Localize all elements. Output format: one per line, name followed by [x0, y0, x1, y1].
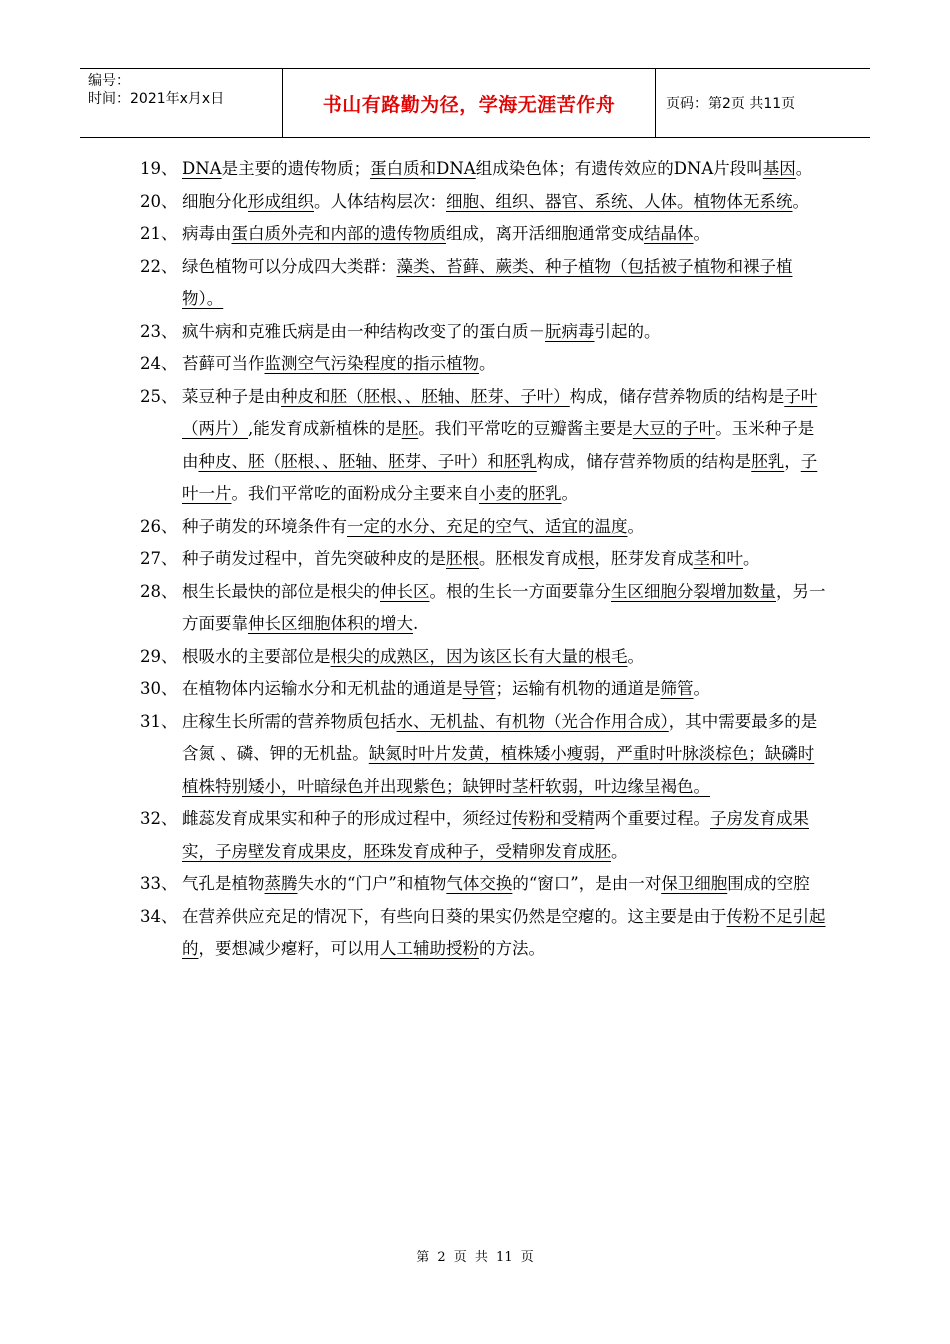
answer-text: 基因	[762, 159, 796, 178]
item-text: ；运输有机物的通道是	[495, 679, 661, 698]
item-text: 。胚根发育成	[479, 549, 578, 568]
item-number: 32、	[140, 809, 178, 828]
item-number: 23、	[140, 321, 178, 341]
header-motto: 书山有路勤为径，学海无涯苦作舟	[283, 69, 656, 137]
answer-text: DNA	[182, 159, 222, 178]
item-text: 。人体结构层次：	[314, 191, 446, 211]
item-text: ，其中需要最多的是含氮 、磷、钾的无机盐。	[182, 711, 818, 763]
item-number: 25、	[140, 386, 178, 406]
item-text: 构成，储存营养物质的结构是	[536, 451, 752, 471]
answer-text: 筛管	[660, 679, 694, 698]
list-item	[140, 251, 830, 316]
item-text: 气孔是植物	[182, 874, 265, 893]
item-text: 。我们平常吃的豆瓣酱主要是	[418, 419, 633, 438]
item-text: 两个重要过程。	[594, 809, 710, 828]
answer-text: 根尖的成熟区，因为该区长有大量的根毛	[330, 646, 628, 666]
item-text: 根吸水的主要部位是	[182, 646, 331, 666]
list-item	[140, 348, 830, 381]
item-text: 种子萌发的环境条件有	[182, 516, 347, 536]
answer-text: 监测空气污染程度的指示植物	[264, 354, 479, 373]
item-number: 20、	[140, 191, 178, 211]
item-text: ，要想减少瘪籽，可以用	[198, 939, 380, 958]
answer-text: 子房发育成果实，子房壁发育成果皮，胚珠发育成种子，受精卵发育成胚	[182, 809, 809, 861]
answer-text: 蛋白质外壳和内部的遗传物质	[231, 224, 446, 243]
item-number: 28、	[140, 581, 178, 601]
answer-text: 一定的水分、充足的空气、适宜的温度	[347, 516, 628, 536]
answer-text: 子叶一片	[182, 451, 818, 503]
answer-text: 导管	[462, 679, 496, 698]
item-text: 病毒由	[182, 224, 232, 243]
answer-text: 传粉和受精	[512, 809, 595, 828]
item-text: 绿色植物可以分成四大类群：	[182, 256, 397, 276]
item-text: 失水的“门户”和植物	[297, 874, 447, 893]
item-text: ，另一方面要靠	[182, 581, 826, 633]
header-page-label: 页码：第2页 共11页	[666, 96, 796, 112]
answer-text: 气体交换	[446, 874, 513, 893]
list-item	[140, 381, 830, 511]
answer-text: 朊病毒	[545, 321, 595, 341]
item-text: 的方法。	[479, 939, 545, 958]
item-text: 的“窗口”，是由一对	[512, 874, 662, 893]
item-text: 。	[627, 646, 644, 666]
item-text: 。	[795, 159, 813, 178]
item-text: 组成染色体；有遗传效应的DNA片段叫	[475, 159, 763, 178]
item-text: 在植物体内运输水分和无机盐的通道是	[182, 679, 463, 698]
answer-text: 蛋白质和DNA	[370, 159, 476, 178]
item-number: 31、	[140, 711, 178, 731]
answer-text: 传粉不足引起的	[182, 906, 826, 958]
item-text: ，胚芽发育成	[594, 549, 694, 568]
list-item	[140, 218, 830, 251]
answer-text: 胚乳	[751, 451, 785, 471]
item-text: 在营养供应充足的情况下，有些向日葵的果实仍然是空瘪的。这主要是由于	[182, 906, 727, 926]
list-item	[140, 641, 830, 674]
item-text: 引起的。	[594, 321, 661, 341]
answer-text: 胚根	[446, 549, 479, 568]
item-text: 雌蕊发育成果实和种子的形成过程中，须经过	[182, 809, 512, 828]
item-text: 庄稼生长所需的营养物质包括	[182, 711, 397, 731]
list-item	[140, 803, 830, 868]
page-footer: 第 2 页 共 11 页	[416, 1250, 534, 1265]
list-item	[140, 706, 830, 804]
answer-text: 蒸腾	[264, 874, 298, 893]
answer-text: 大豆的子叶	[632, 419, 716, 438]
answer-text: 保卫细胞	[661, 874, 728, 893]
item-number: 34、	[140, 906, 178, 926]
answer-text: 小麦的胚乳	[479, 484, 562, 503]
item-number: 21、	[140, 224, 178, 243]
page-header	[80, 68, 870, 138]
item-text: 苔藓可当作	[182, 354, 265, 373]
answer-text: 藻类、苔藓、蕨类、种子植物（包括被子植物和裸子植物）。	[182, 256, 793, 308]
item-text: 菜豆种子是由	[182, 386, 281, 406]
answer-text: 伸长区细胞体积的增大	[248, 614, 413, 633]
answer-text: 人工辅助授粉	[380, 939, 479, 958]
item-text: .	[413, 614, 419, 633]
time-label: 时间：2021年x月x日	[88, 91, 225, 107]
item-text: 组成，离开活细胞通常变成	[446, 224, 644, 243]
item-text: 是主要的遗传物质；	[221, 159, 371, 178]
answer-text: 伸长区	[380, 581, 430, 601]
item-text: 疯牛病和克雅氏病是由一种结构改变了的蛋白质－	[182, 321, 545, 341]
list-item	[140, 868, 830, 901]
list-item	[140, 901, 830, 966]
item-text: 。根的生长一方面要靠分	[429, 581, 611, 601]
answer-text: 缺氮时叶片发黄，植株矮小瘦弱，严重时叶脉淡棕色；缺磷时植株特别矮小，叶暗绿色并出现紫色；缺钾时茎杆软弱，叶边缘呈褐色。	[182, 744, 815, 796]
answer-text: 细胞、组织、器官、系统、人体。植物体无系统	[446, 191, 793, 211]
item-number: 24、	[140, 354, 178, 373]
list-item	[140, 153, 830, 186]
item-number: 27、	[140, 549, 178, 568]
item-text: 。	[561, 484, 578, 503]
item-text: 构成，储存营养物质的结构是	[569, 386, 785, 406]
question-list	[140, 153, 830, 966]
item-number: 29、	[140, 646, 178, 666]
item-text: 。	[693, 224, 710, 243]
item-number: 26、	[140, 516, 178, 536]
item-number: 30、	[140, 679, 178, 698]
serial-label: 编号：	[88, 73, 130, 89]
list-item	[140, 511, 830, 544]
answer-text: 种皮、胚（胚根、、胚轴、胚芽、子叶）和胚乳	[198, 451, 537, 471]
item-text: 根生长最快的部位是根尖的	[182, 581, 380, 601]
answer-text: 胚	[401, 419, 419, 438]
item-number: 33、	[140, 874, 178, 893]
item-text: ，	[784, 451, 801, 471]
list-item	[140, 316, 830, 349]
answer-text: 水、无机盐、有机物（光合作用合成）	[396, 711, 669, 731]
list-item	[140, 673, 830, 706]
item-text: ,能发育成新植株的是	[248, 419, 402, 438]
list-item	[140, 576, 830, 641]
item-text: 细胞分化	[182, 191, 248, 211]
item-number: 22、	[140, 256, 178, 276]
answer-text: 种皮和胚（胚根、、胚轴、胚芽、子叶）	[281, 386, 570, 406]
item-text: 种子萌发过程中，首先突破种皮的是	[182, 549, 446, 568]
item-text: 围成的空腔	[727, 874, 810, 893]
item-text: 。我们平常吃的面粉成分主要来自	[231, 484, 479, 503]
answer-text: 根	[578, 549, 595, 568]
item-text: 。	[479, 354, 496, 373]
answer-text: 结晶体	[644, 224, 694, 243]
answer-text: 子叶（两片）	[182, 386, 818, 438]
answer-text: 形成组织	[248, 191, 314, 211]
item-text: 。	[611, 841, 628, 861]
item-text: 。	[743, 549, 760, 568]
item-number: 19、	[140, 159, 178, 178]
header-meta	[80, 69, 283, 137]
item-text: 。	[693, 679, 710, 698]
answer-text: 茎和叶	[693, 549, 743, 568]
list-item	[140, 186, 830, 219]
item-text: 。玉米种子是由	[182, 419, 815, 471]
answer-text: 生区细胞分裂增加数量	[611, 581, 776, 601]
list-item	[140, 543, 830, 576]
item-text: 。	[792, 191, 809, 211]
item-text: 。	[627, 516, 644, 536]
